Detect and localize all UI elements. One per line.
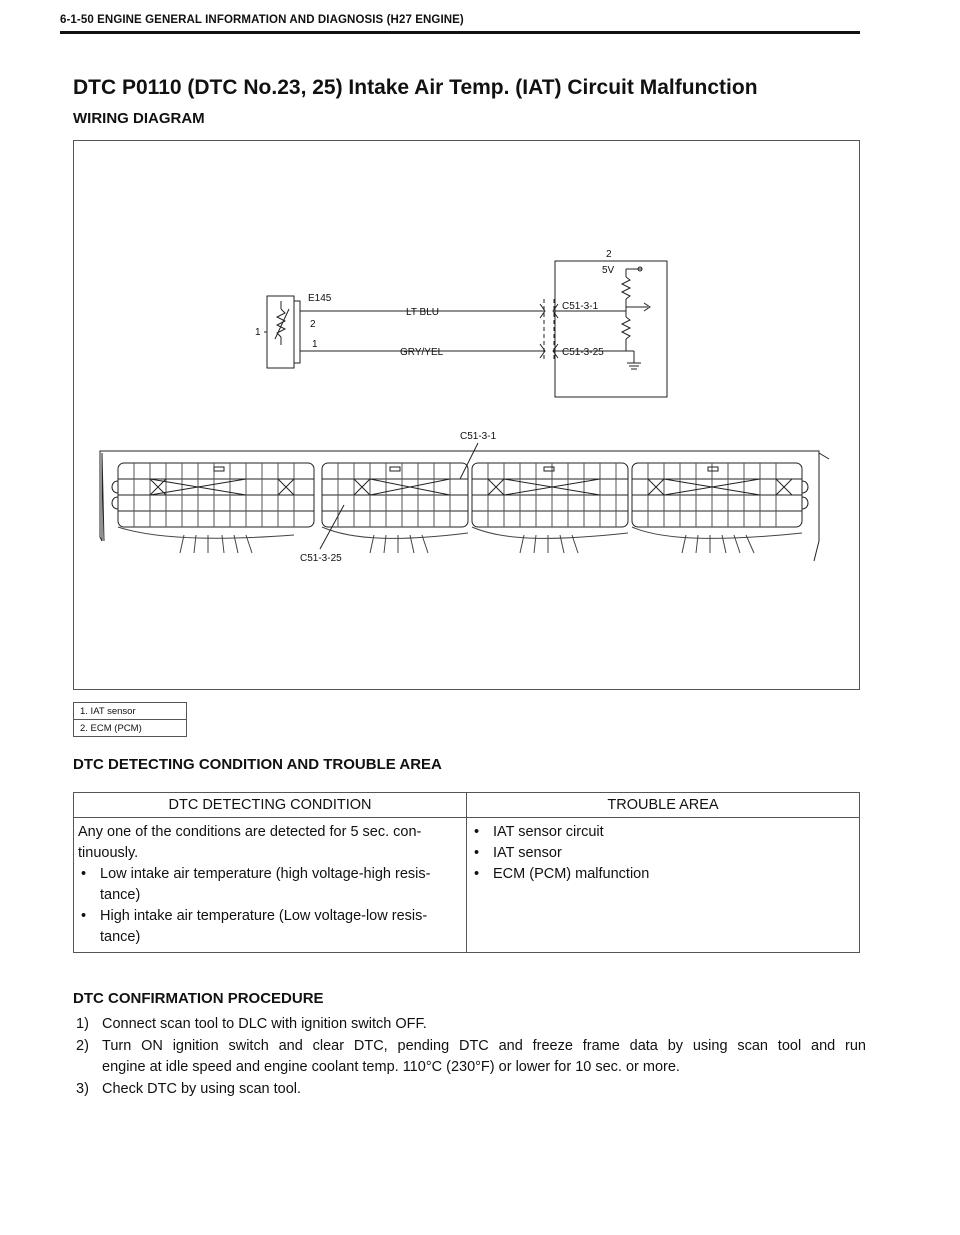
- step-text: Connect scan tool to DLC with ignition switch OFF.: [102, 1016, 427, 1032]
- diagram-legend: [73, 702, 187, 737]
- label-pin-2: 2: [310, 319, 316, 330]
- running-header: 6-1-50 ENGINE GENERAL INFORMATION AND DIAGNOSIS (H27 ENGINE): [60, 14, 464, 26]
- confirmation-heading: DTC CONFIRMATION PROCEDURE: [73, 990, 324, 1007]
- list-item: • IAT sensor circuit: [474, 824, 604, 840]
- condition-intro: [78, 822, 462, 864]
- label-wire-lt-blu: LT BLU: [406, 307, 439, 318]
- wiring-diagram: [73, 140, 860, 690]
- area-cell: [467, 818, 860, 953]
- area-list: [471, 822, 855, 885]
- step-text: Turn ON ignition switch and clear DTC, pending DTC and freeze frame data by using scan tool and run: [102, 1037, 866, 1054]
- wiring-diagram-svg: [74, 141, 861, 691]
- label-sensor-num: 1: [255, 327, 261, 338]
- list-item: • High intake air temperature (Low voltage-low resis- tance): [81, 908, 428, 945]
- condition-text: tance): [100, 887, 141, 903]
- list-item: [76, 1036, 866, 1079]
- condition-list: [78, 864, 462, 948]
- dtc-condition-table: [73, 792, 860, 953]
- list-item: • ECM (PCM) malfunction: [474, 866, 650, 882]
- label-wire-gry-yel: GRY/YEL: [400, 347, 444, 358]
- label-term-c51-3-1: C51-3-1: [562, 301, 599, 312]
- list-item: [76, 1014, 866, 1036]
- page-title: DTC P0110 (DTC No.23, 25) Intake Air Temp. (IAT) Circuit Malfunction: [73, 76, 758, 99]
- condition-intro-line: tinuously.: [78, 845, 139, 861]
- ecm-box: [555, 261, 667, 397]
- condition-text: tance): [100, 929, 141, 945]
- legend-item: 1. IAT sensor: [74, 703, 187, 720]
- label-connector-e145: E145: [308, 293, 332, 304]
- step-number: 3): [76, 1080, 89, 1097]
- detecting-heading: DTC DETECTING CONDITION AND TROUBLE AREA: [73, 756, 442, 773]
- callout-leader-top: [460, 443, 478, 479]
- area-text: ECM (PCM) malfunction: [493, 866, 650, 882]
- wiring-diagram-heading: WIRING DIAGRAM: [73, 110, 205, 127]
- header-rule: [60, 31, 860, 34]
- label-pin-1: 1: [312, 339, 318, 350]
- legend-item: 2. ECM (PCM): [74, 720, 187, 737]
- condition-text: Low intake air temperature (high voltage-high resis-: [100, 866, 431, 882]
- label-ecm-num: 2: [606, 249, 612, 260]
- confirmation-steps: [76, 1014, 866, 1100]
- list-item: [76, 1079, 866, 1101]
- condition-intro-line: Any one of the conditions are detected for 5 sec. con-: [78, 824, 422, 840]
- col-header-condition: DTC DETECTING CONDITION: [74, 793, 467, 818]
- condition-cell: [74, 818, 467, 953]
- label-callout-c51-3-1: C51-3-1: [460, 431, 497, 442]
- label-term-c51-3-25: C51-3-25: [562, 347, 604, 358]
- list-item: • Low intake air temperature (high voltage-high resis- tance): [81, 866, 431, 903]
- area-text: IAT sensor circuit: [493, 824, 604, 840]
- step-number: 2): [76, 1037, 89, 1054]
- col-header-area: TROUBLE AREA: [467, 793, 860, 818]
- step-text: Check DTC by using scan tool.: [102, 1080, 302, 1097]
- list-item: • IAT sensor: [474, 845, 562, 861]
- step-text: engine at idle speed and engine coolant temp. 110°C (230°F) or lower for 10 sec. or more.: [102, 1059, 680, 1075]
- step-number: 1): [76, 1016, 89, 1032]
- label-callout-c51-3-25: C51-3-25: [300, 553, 342, 564]
- area-text: IAT sensor: [493, 845, 562, 861]
- condition-text: High intake air temperature (Low voltage-low resis-: [100, 908, 428, 924]
- label-5v: 5V: [602, 265, 615, 276]
- ecm-connector-blocks: [112, 463, 808, 527]
